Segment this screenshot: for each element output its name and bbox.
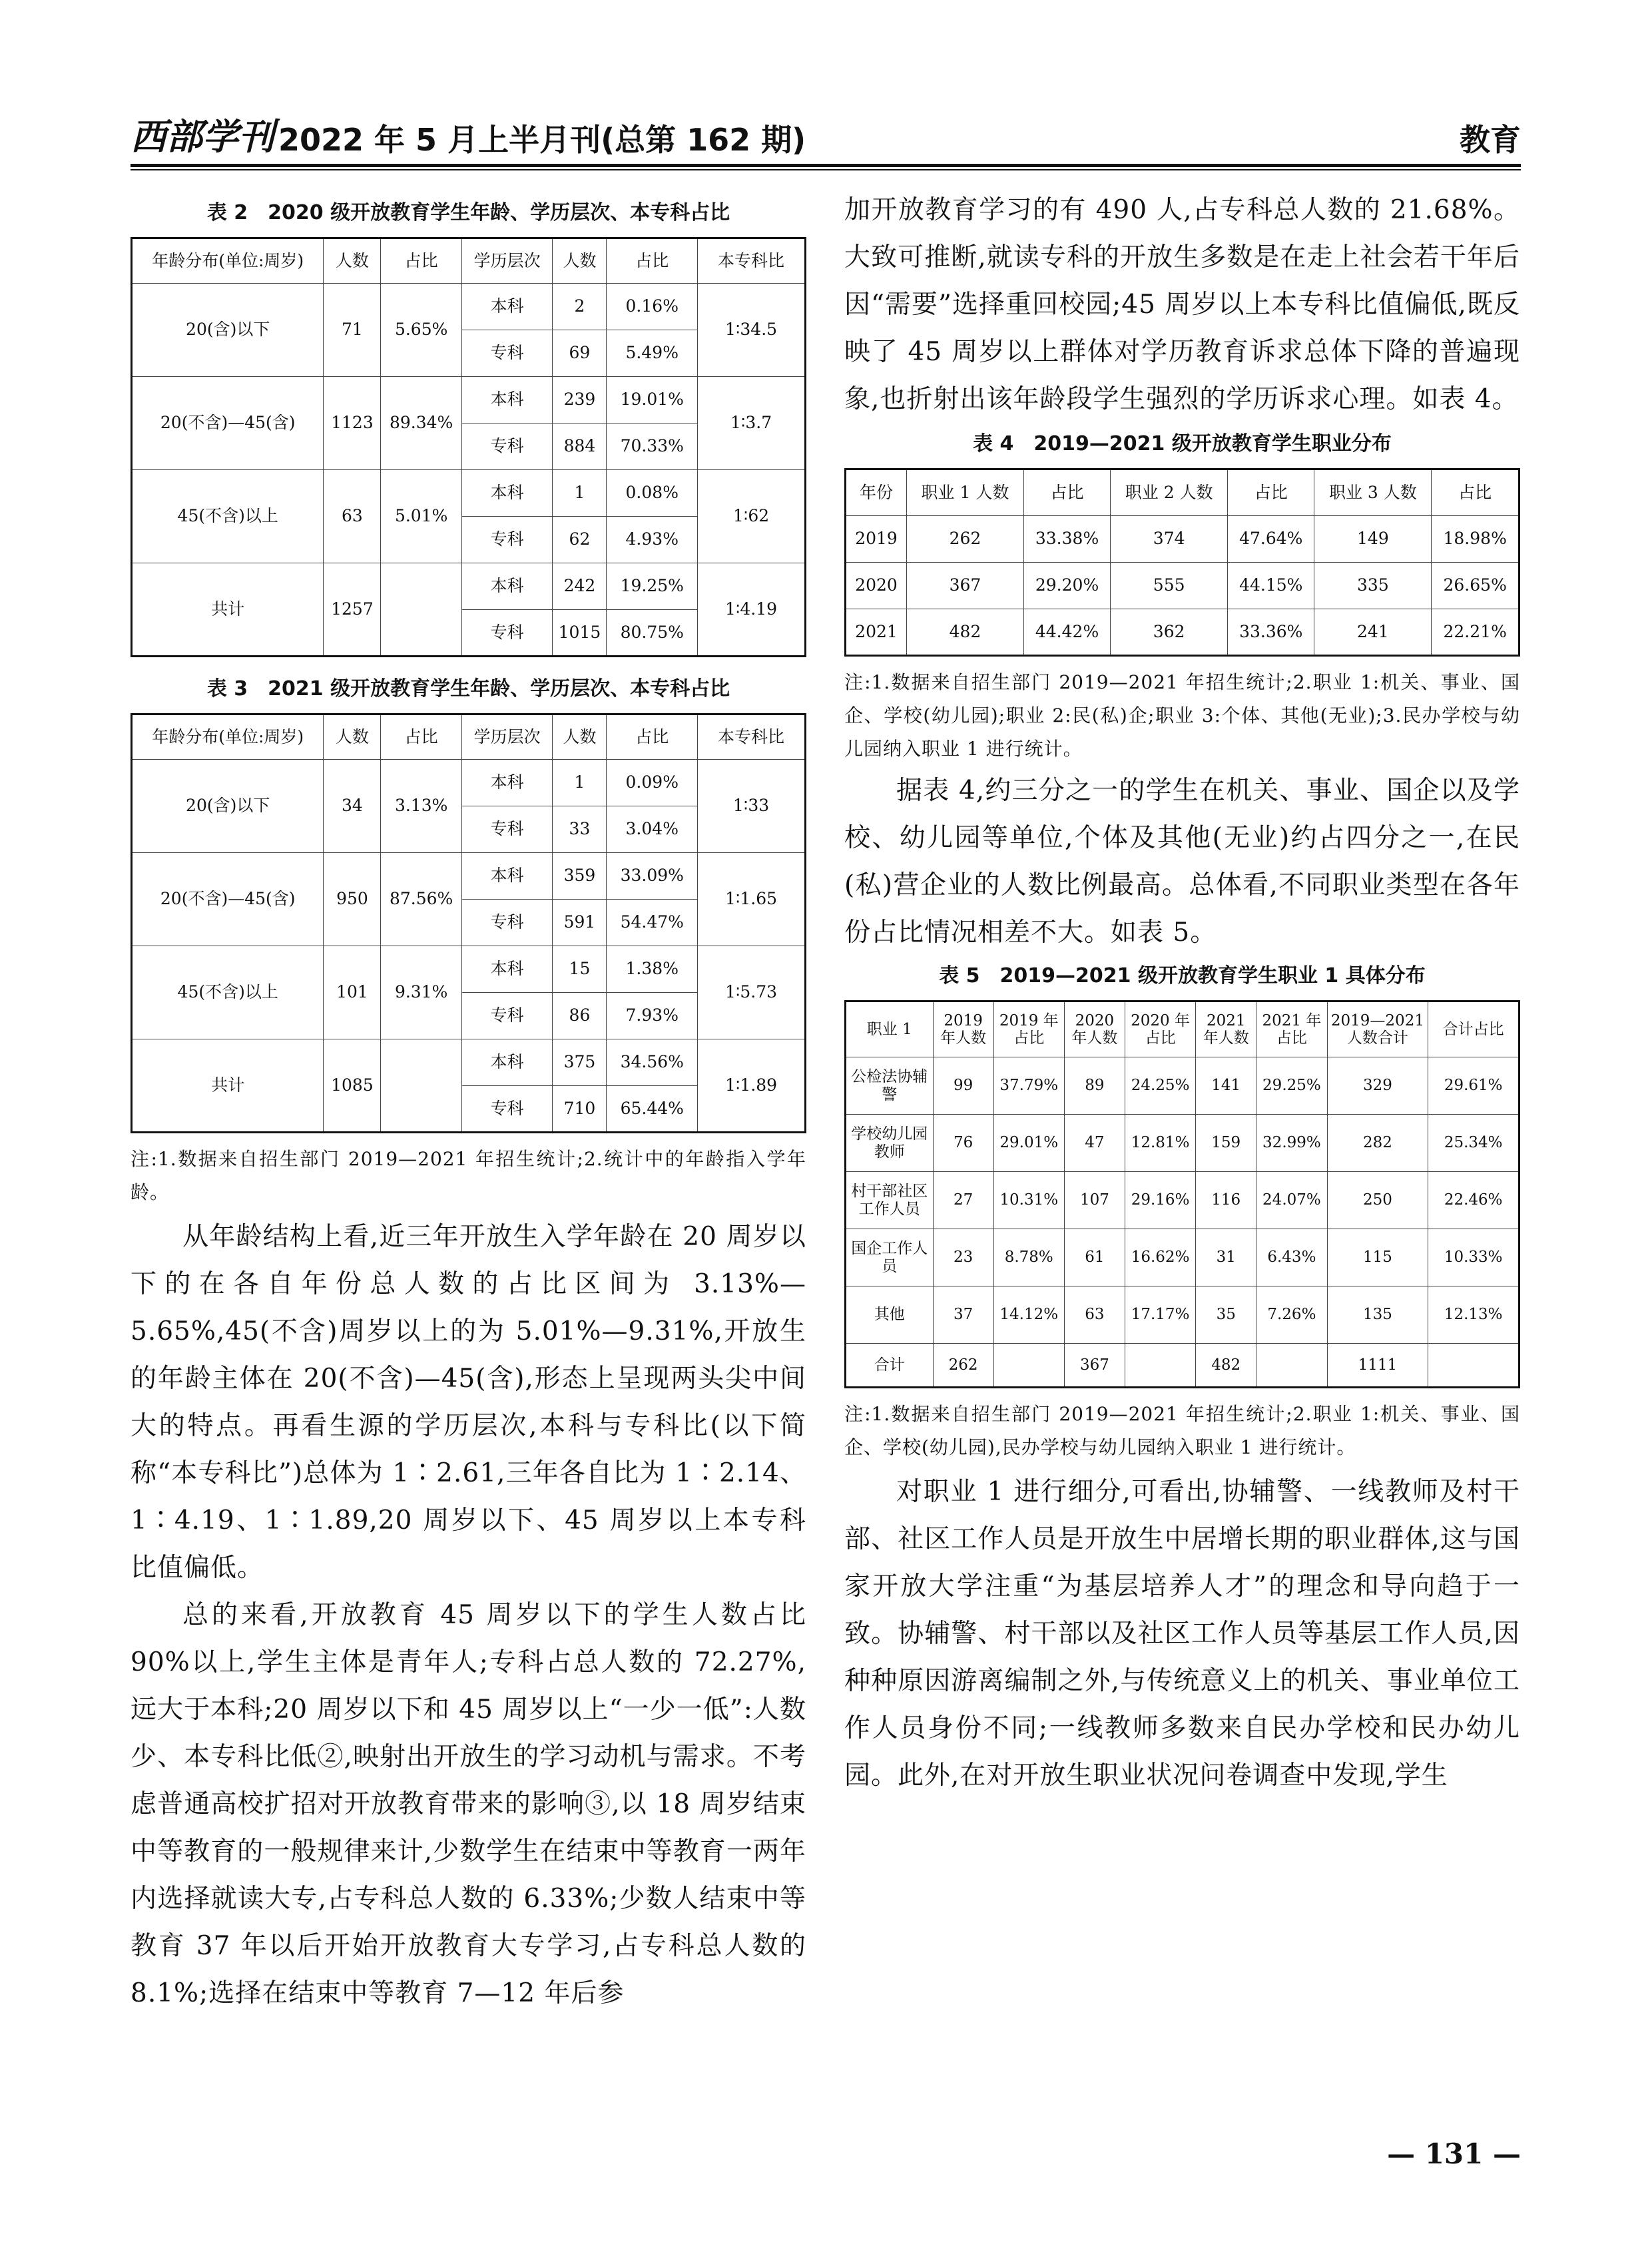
- column-header: 人数: [324, 714, 381, 760]
- table-cell: 其他: [846, 1286, 934, 1344]
- table2-caption: 表 2 2020 级开放教育学生年龄、学历层次、本专科占比: [206, 201, 730, 224]
- table-cell: 24.07%: [1256, 1172, 1327, 1229]
- issue-info: 2022 年 5 月上半月刊(总第 162 期): [278, 122, 806, 158]
- column-header: 占比: [607, 238, 698, 284]
- table-row: [846, 1115, 1519, 1172]
- table-cell: 14.12%: [993, 1286, 1064, 1344]
- level-count-cell: 15: [553, 946, 607, 993]
- column-header: 人数: [553, 238, 607, 284]
- table-cell: 29.16%: [1125, 1172, 1195, 1229]
- age-range-cell: 20(含)以下: [132, 760, 324, 853]
- count-cell: 1085: [324, 1039, 381, 1133]
- column-header: 年龄分布(单位:周岁): [132, 714, 324, 760]
- table-cell: 10.33%: [1428, 1229, 1519, 1286]
- table-row: [132, 284, 806, 330]
- column-header: 占比: [381, 238, 461, 284]
- count-cell: 71: [324, 284, 381, 377]
- header-rule: [131, 164, 1521, 167]
- table-cell: 262: [933, 1344, 993, 1388]
- table-cell: 44.42%: [1023, 609, 1110, 656]
- level-percent-cell: 65.44%: [607, 1086, 698, 1133]
- count-cell: 63: [324, 470, 381, 563]
- table-row: [846, 563, 1519, 609]
- level-cell: 本科: [461, 1039, 553, 1086]
- table-cell: 6.43%: [1256, 1229, 1327, 1286]
- table-cell: 482: [1196, 1344, 1256, 1388]
- column-header: 合计占比: [1428, 1001, 1519, 1057]
- table-cell: 10.31%: [993, 1172, 1064, 1229]
- percent-cell: [381, 1039, 461, 1133]
- running-header: [131, 112, 1521, 160]
- table-header-row: [132, 714, 806, 760]
- table-cell: 26.65%: [1432, 563, 1519, 609]
- column-header: 年龄分布(单位:周岁): [132, 238, 324, 284]
- level-count-cell: 1: [553, 760, 607, 806]
- level-percent-cell: 34.56%: [607, 1039, 698, 1086]
- column-header: 2021 年人数: [1196, 1001, 1256, 1057]
- column-header: 2019 年占比: [993, 1001, 1064, 1057]
- table-cell: 31: [1196, 1229, 1256, 1286]
- column-header: 年份: [846, 469, 907, 516]
- count-cell: 1257: [324, 563, 381, 657]
- ratio-cell: 1∶3.7: [698, 377, 806, 470]
- ratio-cell: 1∶4.19: [698, 563, 806, 657]
- column-header: 2019 年人数: [933, 1001, 993, 1057]
- table-cell: 37: [933, 1286, 993, 1344]
- table-cell: 262: [906, 516, 1023, 563]
- table-cell: 367: [1064, 1344, 1125, 1388]
- table-row: [846, 1344, 1519, 1388]
- percent-cell: [381, 563, 461, 657]
- table-cell: 47.64%: [1228, 516, 1314, 563]
- column-header: 占比: [1023, 469, 1110, 516]
- level-percent-cell: 70.33%: [607, 423, 698, 470]
- table-cell: 282: [1327, 1115, 1428, 1172]
- level-percent-cell: 4.93%: [607, 517, 698, 563]
- table-cell: 27: [933, 1172, 993, 1229]
- paragraph: 加开放教育学习的有 490 人,占专科总人数的 21.68%。大致可推断,就读专科的开放生多数是在走上社会若干年后因“需要”选择重回校园;45 周岁以上本专科比值偏低,既反映了 45 周岁以上群体对学历教育诉求总体下降的普遍现象,也折射出该年龄段学生强烈的学历诉求心理。如表 4。: [844, 195, 1520, 414]
- column-header: 学历层次: [461, 238, 553, 284]
- paragraph: 据表 4,约三分之一的学生在机关、事业、国企以及学校、幼儿园等单位,个体及其他(无业)约占四分之一,在民(私)营企业的人数比例最高。总体看,不同职业类型在各年份占比情况相差不大。如表 5。: [844, 776, 1520, 948]
- table-cell: 250: [1327, 1172, 1428, 1229]
- left-column: [131, 186, 806, 2017]
- column-header: 职业 1 人数: [906, 469, 1023, 516]
- table-cell: 8.78%: [993, 1229, 1064, 1286]
- column-header: 2020 年人数: [1064, 1001, 1125, 1057]
- ratio-cell: 1∶62: [698, 470, 806, 563]
- age-range-cell: 20(不含)—45(含): [132, 853, 324, 946]
- table3-note: [131, 1143, 806, 1209]
- level-percent-cell: 5.49%: [607, 330, 698, 377]
- table-cell: 33.38%: [1023, 516, 1110, 563]
- level-count-cell: 1: [553, 470, 607, 517]
- journal-masthead: 西部学刊: [131, 115, 274, 158]
- table-cell: 23: [933, 1229, 993, 1286]
- header-left: [131, 109, 806, 160]
- percent-cell: 87.56%: [381, 853, 461, 946]
- table-cell: 2020: [846, 563, 907, 609]
- table-row: [846, 1172, 1519, 1229]
- count-cell: 34: [324, 760, 381, 853]
- level-count-cell: 884: [553, 423, 607, 470]
- count-cell: 1123: [324, 377, 381, 470]
- table-row: [132, 377, 806, 423]
- percent-cell: 9.31%: [381, 946, 461, 1039]
- column-header: 人数: [553, 714, 607, 760]
- column-header: 学历层次: [461, 714, 553, 760]
- column-header: 职业 2 人数: [1111, 469, 1228, 516]
- table-cell: 335: [1314, 563, 1432, 609]
- level-cell: 本科: [461, 853, 553, 900]
- table-header-row: [846, 1001, 1519, 1057]
- table5-note-text: 注:1.数据来自招生部门 2019—2021 年招生统计;2.职业 1:机关、事业、国企、学校(幼儿园),民办学校与幼儿园纳入职业 1 进行统计。: [844, 1403, 1520, 1458]
- table-cell: 76: [933, 1115, 993, 1172]
- table-header-row: [846, 469, 1519, 516]
- level-cell: 本科: [461, 946, 553, 993]
- level-cell: 专科: [461, 900, 553, 946]
- level-cell: 专科: [461, 330, 553, 377]
- table-row: [132, 470, 806, 517]
- table-cell: [1125, 1344, 1195, 1388]
- table-cell: 63: [1064, 1286, 1125, 1344]
- right-column: [844, 186, 1520, 1799]
- level-cell: 专科: [461, 806, 553, 853]
- level-cell: 本科: [461, 377, 553, 423]
- table-cell: 99: [933, 1057, 993, 1115]
- table-row: [132, 853, 806, 900]
- level-percent-cell: 3.04%: [607, 806, 698, 853]
- table-cell: 22.21%: [1432, 609, 1519, 656]
- level-count-cell: 239: [553, 377, 607, 423]
- table-row: [132, 1039, 806, 1086]
- level-cell: 本科: [461, 563, 553, 610]
- level-cell: 专科: [461, 993, 553, 1039]
- column-header: 2021 年占比: [1256, 1001, 1327, 1057]
- ratio-cell: 1∶34.5: [698, 284, 806, 377]
- percent-cell: 89.34%: [381, 377, 461, 470]
- level-cell: 专科: [461, 423, 553, 470]
- level-count-cell: 591: [553, 900, 607, 946]
- table3-note-text: 注:1.数据来自招生部门 2019—2021 年招生统计;2.统计中的年龄指入学年龄。: [131, 1148, 806, 1203]
- table-cell: [1428, 1344, 1519, 1388]
- table5-caption: 表 5 2019—2021 级开放教育学生职业 1 具体分布: [939, 964, 1426, 987]
- right-body-bottom: [844, 1468, 1520, 1799]
- table4: [844, 468, 1520, 657]
- level-percent-cell: 19.25%: [607, 563, 698, 610]
- paragraph: 总的来看,开放教育 45 周岁以下的学生人数占比 90%以上,学生主体是青年人;专科占总人数的 72.27%,远大于本科;20 周岁以下和 45 周岁以上“一少一低”:人数少、本专科比低②,映射出开放生的学习动机与需求。不考虑普通高校扩招对开放教育带来的影响③,以 18 周岁结束中等教育的一般规律来计,少数学生在结束中等教育一两年内选择就读大专,占专科总人数的 6.33%;少数人结束中等教育 37 年以后开始开放教育大专学习,占专科总人数的 8.1%;选择在结束中等教育 7—12 年后参: [131, 1600, 806, 2008]
- column-header: 职业 3 人数: [1314, 469, 1432, 516]
- column-header: 占比: [607, 714, 698, 760]
- table-cell: 241: [1314, 609, 1432, 656]
- level-cell: 本科: [461, 760, 553, 806]
- table5: [844, 1000, 1520, 1388]
- table-cell: 国企工作人员: [846, 1229, 934, 1286]
- table-row: [846, 1057, 1519, 1115]
- table-row: [132, 563, 806, 610]
- table-row: [846, 516, 1519, 563]
- table-cell: 555: [1111, 563, 1228, 609]
- table-cell: 公检法协辅警: [846, 1057, 934, 1115]
- level-count-cell: 2: [553, 284, 607, 330]
- table-row: [132, 946, 806, 993]
- level-count-cell: 62: [553, 517, 607, 563]
- table-cell: 29.25%: [1256, 1057, 1327, 1115]
- table-cell: 24.25%: [1125, 1057, 1195, 1115]
- table-row: [132, 760, 806, 806]
- level-percent-cell: 19.01%: [607, 377, 698, 423]
- age-range-cell: 20(不含)—45(含): [132, 377, 324, 470]
- level-percent-cell: 0.16%: [607, 284, 698, 330]
- paragraph: 从年龄结构上看,近三年开放生入学年龄在 20 周岁以下的在各自年份总人数的占比区间为 3.13%—5.65%,45(不含)周岁以上的为 5.01%—9.31%,开放生的年龄主体在 20(不含)—45(含),形态上呈现两头尖中间大的特点。再看生源的学历层次,本科与专科比(以下简称“本专科比”)总体为 1∶2.61,三年各自比为 1∶2.14、1∶4.19、1∶1.89,20 周岁以下、45 周岁以上本专科比值偏低。: [131, 1222, 806, 1583]
- table5-note: [844, 1398, 1520, 1464]
- table-cell: 1111: [1327, 1344, 1428, 1388]
- level-percent-cell: 33.09%: [607, 853, 698, 900]
- table-cell: 33.36%: [1228, 609, 1314, 656]
- table-cell: 17.17%: [1125, 1286, 1195, 1344]
- level-count-cell: 69: [553, 330, 607, 377]
- table-cell: 44.15%: [1228, 563, 1314, 609]
- column-header: 职业 1: [846, 1001, 934, 1057]
- level-percent-cell: 54.47%: [607, 900, 698, 946]
- table-cell: 362: [1111, 609, 1228, 656]
- level-cell: 本科: [461, 470, 553, 517]
- level-count-cell: 33: [553, 806, 607, 853]
- left-body-text: [131, 1213, 806, 2017]
- level-count-cell: 86: [553, 993, 607, 1039]
- percent-cell: 5.65%: [381, 284, 461, 377]
- level-cell: 专科: [461, 1086, 553, 1133]
- table-row: [846, 609, 1519, 656]
- count-cell: 950: [324, 853, 381, 946]
- table3: [131, 713, 806, 1133]
- table-cell: 学校幼儿园教师: [846, 1115, 934, 1172]
- column-header: 2020 年占比: [1125, 1001, 1195, 1057]
- age-range-cell: 45(不含)以上: [132, 946, 324, 1039]
- level-count-cell: 375: [553, 1039, 607, 1086]
- table-cell: 12.13%: [1428, 1286, 1519, 1344]
- ratio-cell: 1∶33: [698, 760, 806, 853]
- table-cell: 29.20%: [1023, 563, 1110, 609]
- level-percent-cell: 0.09%: [607, 760, 698, 806]
- table-cell: 47: [1064, 1115, 1125, 1172]
- table-cell: 135: [1327, 1286, 1428, 1344]
- section-name: 教育: [1460, 122, 1521, 158]
- age-range-cell: 共计: [132, 1039, 324, 1133]
- table-row: [846, 1286, 1519, 1344]
- table-cell: 37.79%: [993, 1057, 1064, 1115]
- table-cell: 22.46%: [1428, 1172, 1519, 1229]
- count-cell: 101: [324, 946, 381, 1039]
- table-cell: 12.81%: [1125, 1115, 1195, 1172]
- right-body-mid: [844, 767, 1520, 956]
- table-cell: 16.62%: [1125, 1229, 1195, 1286]
- percent-cell: 5.01%: [381, 470, 461, 563]
- level-count-cell: 1015: [553, 610, 607, 657]
- level-cell: 专科: [461, 517, 553, 563]
- percent-cell: 3.13%: [381, 760, 461, 853]
- age-range-cell: 20(含)以下: [132, 284, 324, 377]
- table3-caption: 表 3 2021 级开放教育学生年龄、学历层次、本专科占比: [206, 677, 730, 701]
- table-cell: [1256, 1344, 1327, 1388]
- table-cell: 89: [1064, 1057, 1125, 1115]
- age-range-cell: 共计: [132, 563, 324, 657]
- table-cell: [993, 1344, 1064, 1388]
- header-rule-thin: [131, 169, 1521, 170]
- level-count-cell: 242: [553, 563, 607, 610]
- table-cell: 141: [1196, 1057, 1256, 1115]
- level-percent-cell: 1.38%: [607, 946, 698, 993]
- table-cell: 107: [1064, 1172, 1125, 1229]
- level-count-cell: 710: [553, 1086, 607, 1133]
- table-cell: 367: [906, 563, 1023, 609]
- table-cell: 村干部社区工作人员: [846, 1172, 934, 1229]
- table-cell: 35: [1196, 1286, 1256, 1344]
- age-range-cell: 45(不含)以上: [132, 470, 324, 563]
- column-header: 本专科比: [698, 714, 806, 760]
- table-cell: 32.99%: [1256, 1115, 1327, 1172]
- ratio-cell: 1∶5.73: [698, 946, 806, 1039]
- level-percent-cell: 0.08%: [607, 470, 698, 517]
- ratio-cell: 1∶1.89: [698, 1039, 806, 1133]
- table-cell: 25.34%: [1428, 1115, 1519, 1172]
- table-cell: 61: [1064, 1229, 1125, 1286]
- ratio-cell: 1∶1.65: [698, 853, 806, 946]
- level-percent-cell: 7.93%: [607, 993, 698, 1039]
- column-header: 人数: [324, 238, 381, 284]
- table4-note: [844, 666, 1520, 766]
- table4-note-text: 注:1.数据来自招生部门 2019—2021 年招生统计;2.职业 1:机关、事业、国企、学校(幼儿园);职业 2:民(私)企;职业 3:个体、其他(无业);3.民办学校与幼儿园纳入职业 1 进行统计。: [844, 671, 1520, 760]
- table-cell: 374: [1111, 516, 1228, 563]
- table-header-row: [132, 238, 806, 284]
- table-cell: 2021: [846, 609, 907, 656]
- paragraph: 对职业 1 进行细分,可看出,协辅警、一线教师及村干部、社区工作人员是开放生中居增长期的职业群体,这与国家开放大学注重“为基层培养人才”的理念和导向趋于一致。协辅警、村干部以及社区工作人员等基层工作人员,因种种原因游离编制之外,与传统意义上的机关、事业单位工作人员身份不同;一线教师多数来自民办学校和民办幼儿园。此外,在对开放生职业状况问卷调查中发现,学生: [844, 1477, 1520, 1791]
- table-cell: 合计: [846, 1344, 934, 1388]
- column-header: 本专科比: [698, 238, 806, 284]
- table-cell: 29.61%: [1428, 1057, 1519, 1115]
- table-cell: 329: [1327, 1057, 1428, 1115]
- column-header: 占比: [381, 714, 461, 760]
- column-header: 占比: [1432, 469, 1519, 516]
- table-row: [846, 1229, 1519, 1286]
- table-cell: 116: [1196, 1172, 1256, 1229]
- table-cell: 159: [1196, 1115, 1256, 1172]
- table2: [131, 237, 806, 657]
- right-body-top: [844, 186, 1520, 423]
- level-count-cell: 359: [553, 853, 607, 900]
- table-cell: 482: [906, 609, 1023, 656]
- level-cell: 专科: [461, 610, 553, 657]
- table-cell: 149: [1314, 516, 1432, 563]
- table-cell: 7.26%: [1256, 1286, 1327, 1344]
- column-header: 占比: [1228, 469, 1314, 516]
- level-cell: 本科: [461, 284, 553, 330]
- level-percent-cell: 80.75%: [607, 610, 698, 657]
- page-number: — 131 —: [1387, 2137, 1521, 2170]
- table-cell: 18.98%: [1432, 516, 1519, 563]
- table-cell: 115: [1327, 1229, 1428, 1286]
- table-cell: 29.01%: [993, 1115, 1064, 1172]
- table-cell: 2019: [846, 516, 907, 563]
- table4-caption: 表 4 2019—2021 级开放教育学生职业分布: [973, 432, 1392, 455]
- column-header: 2019—2021 人数合计: [1327, 1001, 1428, 1057]
